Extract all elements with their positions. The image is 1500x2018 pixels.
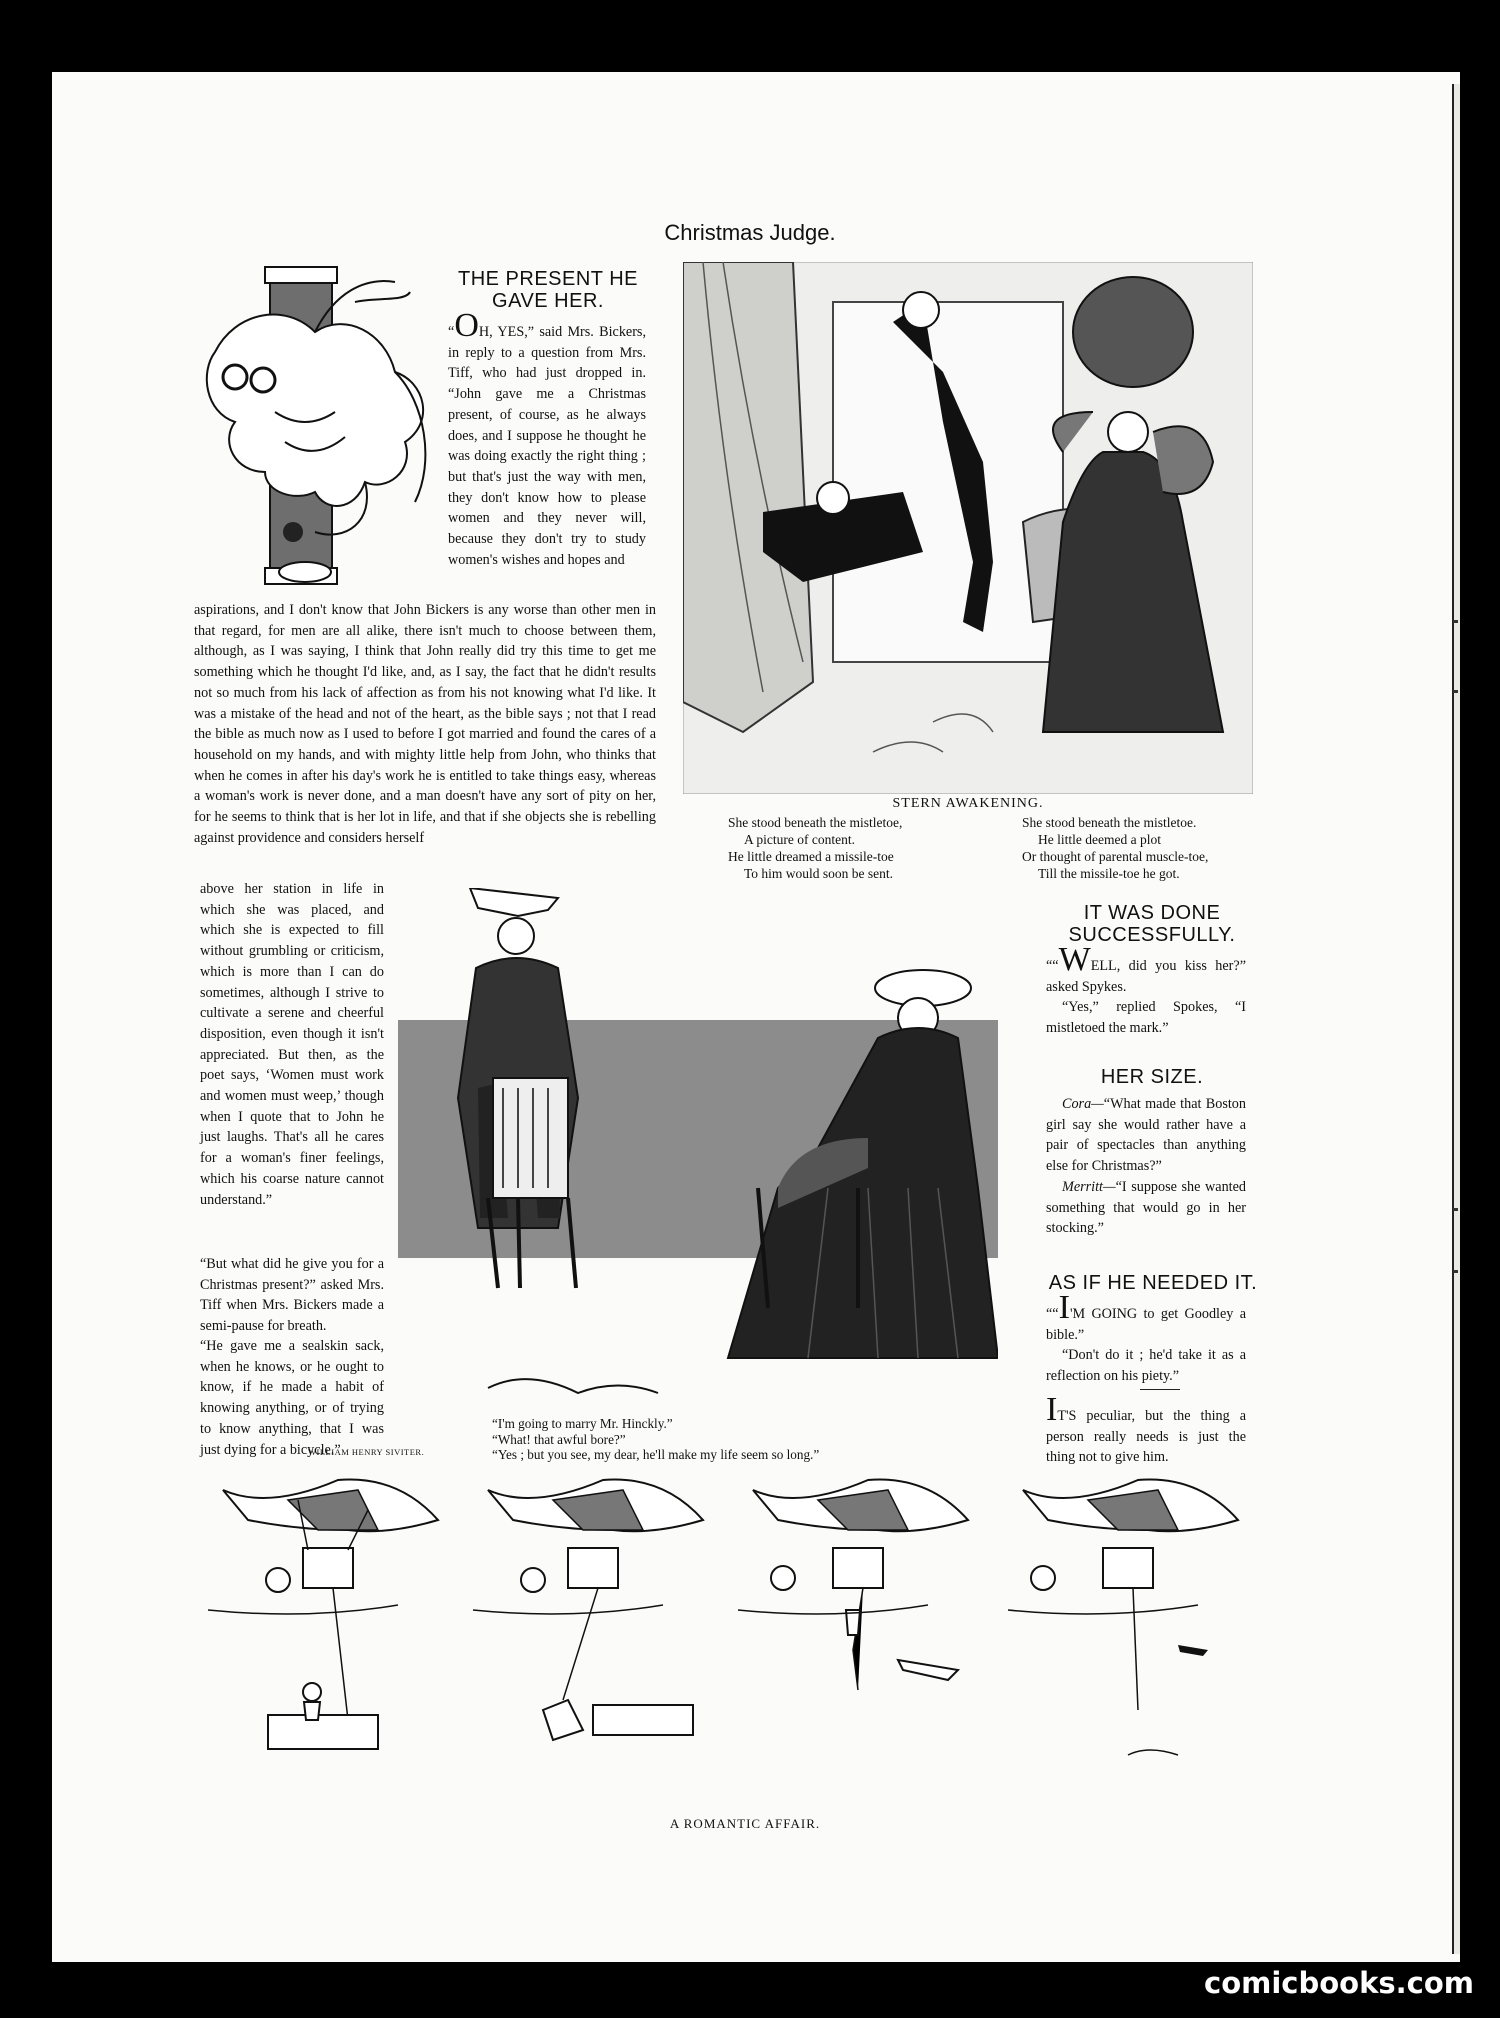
verse-line: To him would soon be sent.	[744, 866, 894, 881]
binding-mark	[1453, 1208, 1458, 1211]
verse-line: She stood beneath the mistletoe.	[1022, 815, 1197, 830]
two-women-illustration	[398, 888, 998, 1398]
text: ELL, did you kiss her?” asked Spykes.	[1046, 958, 1246, 995]
story-paragraph-1-narrow: above her station in life in which she was placed, and which she is expected to fill without grumbling or criticism, which is more than I can do sometimes, although I strive to cultivate a serene and cheerful disposition, even though it isn't appreciated. But then, as the poet says, ‘Women must work and women must weep,’ though when I quote that to John he just laughs. That's all he cares for a woman's finer feelings, which his coarse nature cannot understand.”	[200, 881, 384, 1208]
binding-mark	[1453, 620, 1458, 623]
verse-line: He little dreamed a missile-toe	[728, 849, 894, 864]
dialogue-line: “Yes ; but you see, my dear, he'll make my life seem so long.”	[492, 1447, 820, 1462]
story-her-size-text	[1046, 1094, 1246, 1239]
story-as-if-needed-text	[1046, 1289, 1246, 1387]
paragraph-peculiar	[1046, 1391, 1246, 1468]
verse-line: He little deemed a plot	[1038, 832, 1161, 847]
drop-cap: O	[454, 307, 479, 344]
story-paragraph-1-top	[448, 307, 646, 570]
drop-cap: I	[1046, 1391, 1058, 1428]
text: T'S peculiar, but the thing a person really needs is just the thing not to give him.	[1046, 1408, 1246, 1466]
drop-cap: I	[1058, 1289, 1070, 1326]
paragraph-text: H, YES,” said Mrs. Bickers, in reply to a question from Mrs. Tiff, who had just dropped in. “John gave me a Christmas present, of course, as he always does, and I suppose he thought he was doing exactly the right thing ; but that's just the way with men, they don't know how to please women and they never will, because they don't try to study women's wishes and hopes and	[448, 324, 646, 568]
author-signature: WILLIAM HENRY SIVITER.	[308, 1447, 425, 1457]
binding-mark	[1453, 690, 1458, 693]
drop-cap: W	[1058, 941, 1091, 978]
running-head: Christmas Judge.	[664, 220, 836, 245]
story-paragraph-2: “But what did he give you for a Christmas present?” asked Mrs. Tiff when Mrs. Bickers made a semi-pause for breath.	[200, 1256, 384, 1335]
romantic-affair-illustration	[208, 1470, 1308, 1810]
story-done-successfully-text	[1046, 941, 1246, 1039]
open-quote: ““	[1046, 958, 1059, 974]
text: “Don't do it ; he'd take it as a reflection on his piety.”	[1046, 1347, 1246, 1385]
stern-awakening-illustration	[683, 262, 1253, 794]
verse-right	[1022, 814, 1262, 882]
comic-panel	[1008, 1480, 1238, 1756]
binding-mark	[1453, 1270, 1458, 1273]
story-title-as-if-needed: AS IF HE NEEDED IT.	[1048, 1272, 1258, 1294]
verse-line: Till the missile-toe he got.	[1038, 866, 1180, 881]
caption-romantic-affair: A ROMANTIC AFFAIR.	[669, 1816, 821, 1831]
comic-panel	[473, 1480, 703, 1741]
story-title-her-size: HER SIZE.	[1100, 1066, 1204, 1088]
verse-left	[728, 814, 988, 882]
text: “Yes,” replied Spokes, “I mistletoed the mark.”	[1046, 999, 1246, 1037]
speaker: Merritt—	[1062, 1178, 1116, 1195]
text: 'M GOING to get Goodley a bible.”	[1046, 1306, 1246, 1343]
speaker: Cora—	[1062, 1096, 1104, 1112]
text: “I suppose she wanted something that would go in her stocking.”	[1046, 1178, 1246, 1237]
open-quote: ““	[1046, 1306, 1059, 1322]
decorated-initial-illustration	[195, 262, 440, 592]
story-title-done-successfully: IT WAS DONE SUCCESSFULLY.	[1068, 902, 1236, 946]
story-paragraph-3: “He gave me a sealskin sack, when he knows, or he ought to know, if he made a habit of knowing anything, or of trying to know anything, that I was just dying for a bicycle.”	[200, 1338, 384, 1458]
comic-panel	[738, 1480, 968, 1691]
page-edge	[1452, 84, 1460, 1954]
divider	[1140, 1389, 1180, 1390]
verse-line: She stood beneath the mistletoe,	[728, 815, 903, 830]
dialogue-line: “What! that awful bore?”	[492, 1431, 626, 1447]
comic-panel	[208, 1480, 438, 1750]
dialogue-line: “I'm going to marry Mr. Hinckly.”	[492, 1416, 673, 1431]
story-paragraph-1-wide: aspirations, and I don't know that John Bickers is any worse than other men in that regard, for men are all alike, there isn't much to choose between them, although, as I was saying, I think that John really did try this time to get me something which he thought I'd like, and, as I say, the fact that he didn't results not so much from his lack of affection as from his not knowing what I'd like. It was a mistake of the head and not of the heart, as the bible says ; not that I read the bible as much now as I used to before I got married and found the cares of a household on my hands, and with mighty little help from John, who thinks that when he comes in after his day's work he is entitled to take things easy, whereas a woman's work is never done, and a man doesn't have any sort of pity on her, for he seems to think that is her lot in life, and that if she objects she is rebelling against providence and considers herself	[194, 602, 656, 846]
verse-line: A picture of content.	[744, 832, 855, 847]
text: “What made that Boston girl say she would rather have a pair of spectacles than anything else for Christmas?”	[1046, 1096, 1246, 1175]
watermark: comicbooks.com	[1204, 1966, 1474, 2000]
verse-line: Or thought of parental muscle-toe,	[1022, 849, 1209, 864]
cartoon-dialogue	[492, 1416, 1052, 1463]
caption-stern-awakening: STERN AWAKENING.	[892, 796, 1044, 811]
open-quote: “	[448, 324, 455, 340]
story-title-present: THE PRESENT HE GAVE HER.	[458, 268, 638, 312]
